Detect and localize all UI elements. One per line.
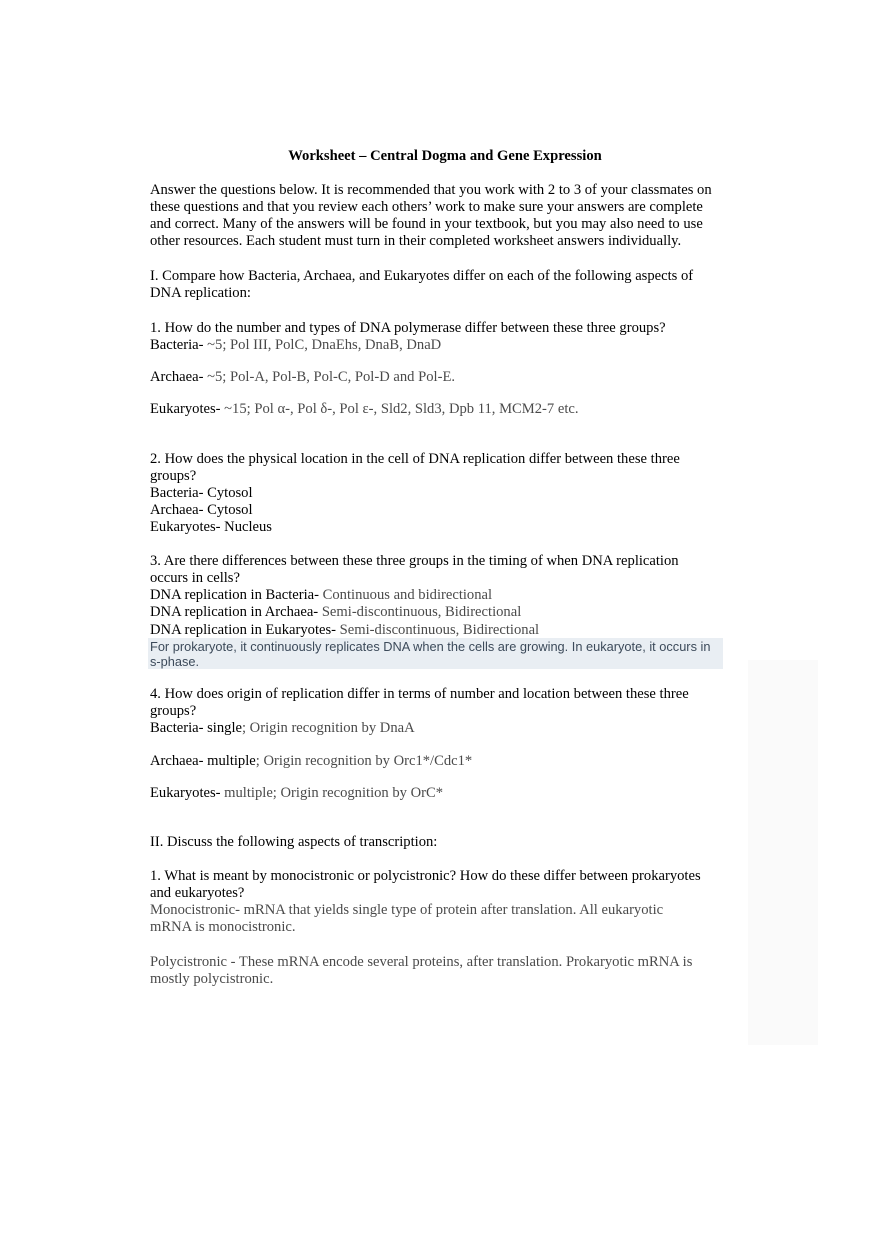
q3-eukaryotes-answer xyxy=(150,622,539,639)
answer-text: ; Origin recognition by DnaA xyxy=(241,720,415,736)
section-1-heading: DNA replication: xyxy=(150,285,251,301)
intro-line: other resources. Each student must turn in their completed worksheet answers individually. xyxy=(150,233,682,249)
section-1-heading: I. Compare how Bacteria, Archaea, and Eukaryotes differ on each of the following aspects of xyxy=(150,268,694,284)
answer-label: Bacteria- xyxy=(150,337,204,353)
answer-label: Archaea- multiple xyxy=(150,753,256,769)
answer-text: Continuous and bidirectional xyxy=(318,587,493,603)
polycistronic-answer: mostly polycistronic. xyxy=(150,971,274,987)
question-4: 4. How does origin of replication differ in terms of number and location between these three xyxy=(150,686,689,702)
monocistronic-answer: mRNA is monocistronic. xyxy=(150,919,296,935)
monocistronic-answer: Monocistronic- mRNA that yields single type of protein after translation. All eukaryotic xyxy=(150,902,664,918)
q2-archaea-answer: Archaea- Cytosol xyxy=(150,502,253,518)
answer-text: ; Origin recognition by Orc1*/Cdc1* xyxy=(255,753,473,769)
q2-eukaryotes-answer: Eukaryotes- Nucleus xyxy=(150,519,272,535)
answer-label: DNA replication in Archaea- xyxy=(150,604,319,620)
q4-archaea-answer xyxy=(150,753,472,770)
q3-archaea-answer xyxy=(150,604,521,621)
q1-bacteria-answer xyxy=(150,337,441,354)
question-4: groups? xyxy=(150,703,197,719)
q3-bacteria-answer xyxy=(150,587,492,604)
answer-text: ~5; Pol III, PolC, DnaEhs, DnaB, DnaD xyxy=(203,337,442,353)
scan-artifact xyxy=(748,660,818,1045)
answer-label: Eukaryotes- xyxy=(150,785,221,801)
answer-label: Eukaryotes- xyxy=(150,401,221,417)
section-2-question-1: and eukaryotes? xyxy=(150,885,245,901)
question-2: groups? xyxy=(150,468,197,484)
answer-text: ~5; Pol-A, Pol-B, Pol-C, Pol-D and Pol-E. xyxy=(203,369,456,385)
answer-text: Semi-discontinuous, Bidirectional xyxy=(336,622,540,638)
answer-text: multiple; Origin recognition by OrC* xyxy=(220,785,444,801)
q3-note: s-phase. xyxy=(150,654,200,669)
q2-bacteria-answer: Bacteria- Cytosol xyxy=(150,485,253,501)
intro-line: Answer the questions below. It is recommended that you work with 2 to 3 of your classmates on xyxy=(150,182,712,198)
q1-eukaryotes-answer xyxy=(150,401,579,418)
q3-note: For prokaryote, it continuously replicates DNA when the cells are growing. In eukaryote, it occurs in xyxy=(150,639,711,654)
answer-label: Archaea- xyxy=(150,369,204,385)
polycistronic-answer: Polycistronic - These mRNA encode several proteins, after translation. Prokaryotic mRNA is xyxy=(150,954,693,970)
section-2-heading: II. Discuss the following aspects of transcription: xyxy=(150,834,438,850)
answer-label: DNA replication in Eukaryotes- xyxy=(150,622,337,638)
q4-eukaryotes-answer xyxy=(150,785,443,802)
answer-text: ~15; Pol α-, Pol δ-, Pol ε-, Sld2, Sld3, Dpb 11, MCM2-7 etc. xyxy=(220,401,579,417)
intro-line: and correct. Many of the answers will be found in your textbook, but you may also need to use xyxy=(150,216,703,232)
q4-bacteria-answer xyxy=(150,720,415,737)
question-3: occurs in cells? xyxy=(150,570,240,586)
question-1: 1. How do the number and types of DNA polymerase differ between these three groups? xyxy=(150,320,666,336)
question-3: 3. Are there differences between these three groups in the timing of when DNA replication xyxy=(150,553,679,569)
section-2-question-1: 1. What is meant by monocistronic or polycistronic? How do these differ between prokaryotes xyxy=(150,868,701,884)
question-2: 2. How does the physical location in the cell of DNA replication differ between these three xyxy=(150,451,680,467)
q1-archaea-answer xyxy=(150,369,455,386)
answer-label: DNA replication in Bacteria- xyxy=(150,587,319,603)
page-title: Worksheet – Central Dogma and Gene Expression xyxy=(288,148,602,164)
intro-line: these questions and that you review each others’ work to make sure your answers are complete xyxy=(150,199,703,215)
answer-text: Semi-discontinuous, Bidirectional xyxy=(318,604,522,620)
answer-label: Bacteria- single xyxy=(150,720,242,736)
